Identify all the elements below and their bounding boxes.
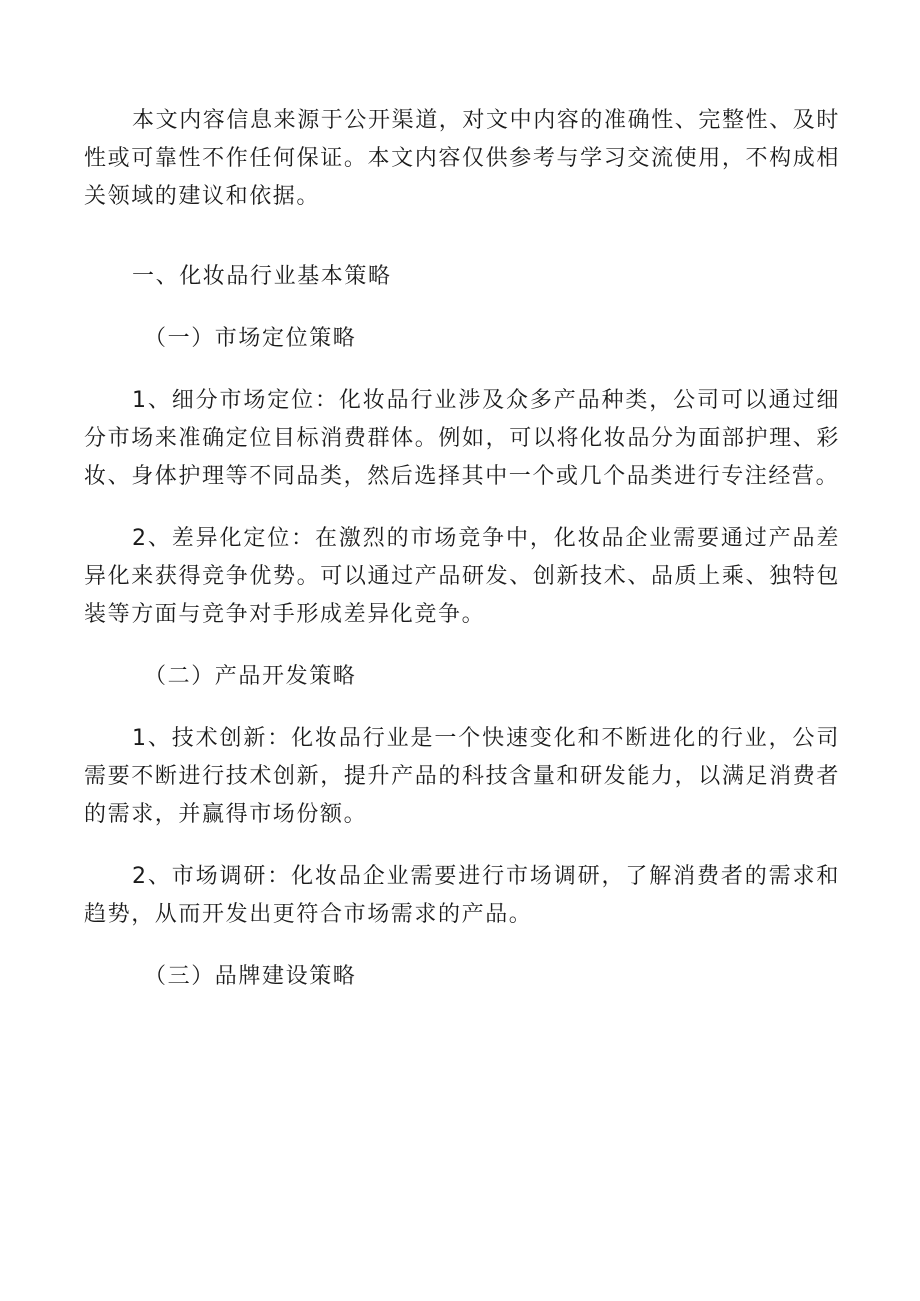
paragraph-technical-innovation: 1、技术创新：化妆品行业是一个快速变化和不断进化的行业，公司需要不断进行技术创新，提升产品的科技含量和研发能力，以满足消费者的需求，并赢得市场份额。	[84, 726, 840, 827]
paragraph-segment-positioning: 1、细分市场定位：化妆品行业涉及众多产品种类，公司可以通过细分市场来准确定位目标消费群体。例如，可以将化妆品分为面部护理、彩妆、身体护理等不同品类，然后选择其中一个或几个品类进行专注经营。	[84, 388, 840, 489]
subsection-heading-market-positioning: （一）市场定位策略	[144, 326, 357, 351]
paragraph-market-research: 2、市场调研：化妆品企业需要进行市场调研，了解消费者的需求和趋势，从而开发出更符合市场需求的产品。	[84, 864, 840, 927]
disclaimer-paragraph: 本文内容信息来源于公开渠道，对文中内容的准确性、完整性、及时性或可靠性不作任何保证。本文内容仅供参考与学习交流使用，不构成相关领域的建议和依据。	[84, 108, 841, 209]
subsection-heading-product-development: （二）产品开发策略	[144, 664, 357, 689]
section-heading-1: 一、化妆品行业基本策略	[132, 264, 392, 289]
document-page	[84, 102, 840, 996]
paragraph-differentiation-positioning: 2、差异化定位：在激烈的市场竞争中，化妆品企业需要通过产品差异化来获得竞争优势。可以通过产品研发、创新技术、品质上乘、独特包装等方面与竞争对手形成差异化竞争。	[84, 526, 840, 627]
subsection-heading-brand-building: （三）品牌建设策略	[144, 964, 357, 989]
